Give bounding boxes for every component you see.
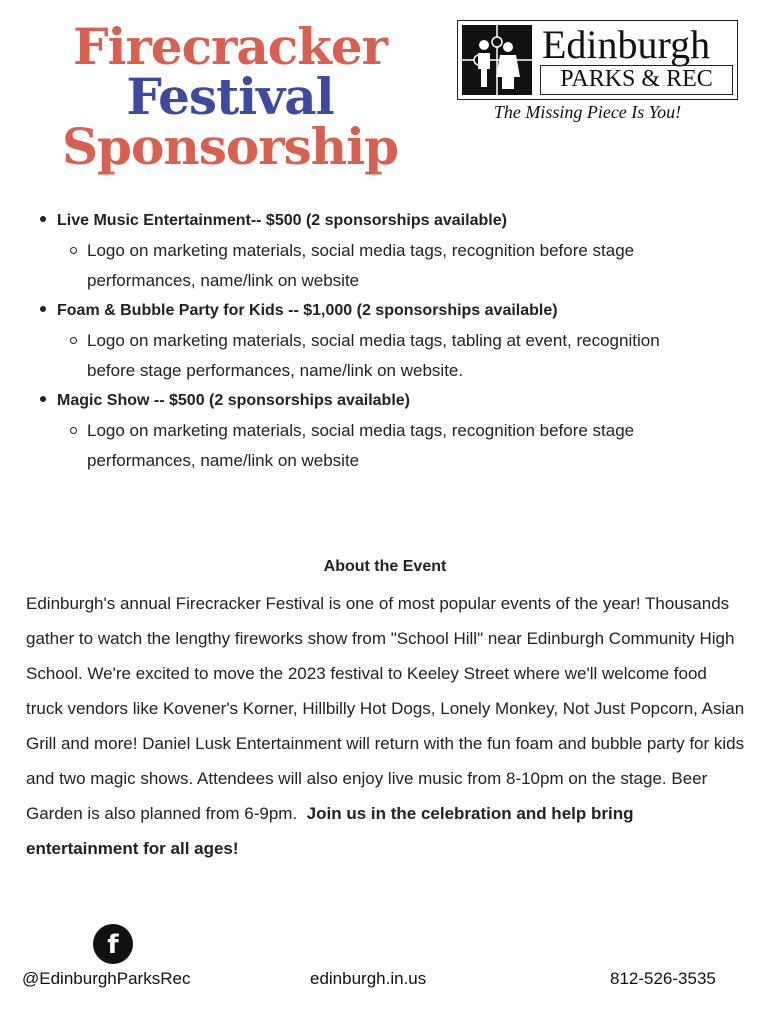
about-heading: About the Event (323, 558, 447, 575)
website-link[interactable]: edinburgh.in.us (310, 969, 427, 988)
list-item (38, 386, 738, 476)
list-item (38, 296, 738, 386)
title-line-sponsorship: Sponsorship (61, 117, 399, 176)
title-line-firecracker: Firecracker (72, 17, 388, 76)
logo-tagline: The Missing Piece Is You! (493, 102, 682, 122)
facebook-icon[interactable]: f (93, 924, 133, 964)
sponsorship-benefits: Logo on marketing materials, social media tags, recognition before stage performances, name/link on website (87, 416, 707, 476)
sponsorship-title: Foam & Bubble Party for Kids -- $1,000 (2 sponsorships available) (57, 302, 558, 319)
parks-rec-logo (457, 20, 738, 100)
title-line-festival: Festival (126, 67, 334, 126)
about-paragraph (26, 586, 748, 866)
sponsorship-list (38, 206, 738, 476)
sponsorship-title: Live Music Entertainment-- $500 (2 sponsorships available) (57, 212, 507, 229)
call-to-action: Join us in the celebration and help bring entertainment for all ages! (26, 804, 634, 858)
sponsorship-benefits: Logo on marketing materials, social media tags, recognition before stage performances, name/link on website (87, 236, 707, 296)
about-body-text: Edinburgh's annual Firecracker Festival is one of most popular events of the year! Thousands gather to watch the lengthy fireworks show from "School Hill" near Edinburgh Community High School. We're excited to move the 2023 festival to Keeley Street where we'll welcome food truck vendors like Kovener's Korner, Hillbilly Hot Dogs, Lonely Monkey, Not Just Popcorn, Asian Grill and more! Daniel Lusk Entertainment will return with the fun foam and bubble party for kids and two magic shows. Attendees will also enjoy live music from 8-10pm on the stage. Beer Garden is also planned from 6-9pm. (26, 594, 745, 823)
sponsorship-title: Magic Show -- $500 (2 sponsorships available) (57, 392, 410, 409)
logo-name: Edinburgh (542, 22, 711, 67)
page-title (40, 17, 420, 176)
phone-number: 812-526-3535 (610, 969, 716, 988)
social-handle: @EdinburghParksRec (22, 969, 191, 988)
puzzle-children-icon (462, 25, 532, 95)
logo-subtitle: PARKS & REC (540, 65, 733, 95)
list-item (38, 206, 738, 296)
sponsorship-benefits: Logo on marketing materials, social media tags, tabling at event, recognition before stage performances, name/link on website. (87, 326, 707, 386)
